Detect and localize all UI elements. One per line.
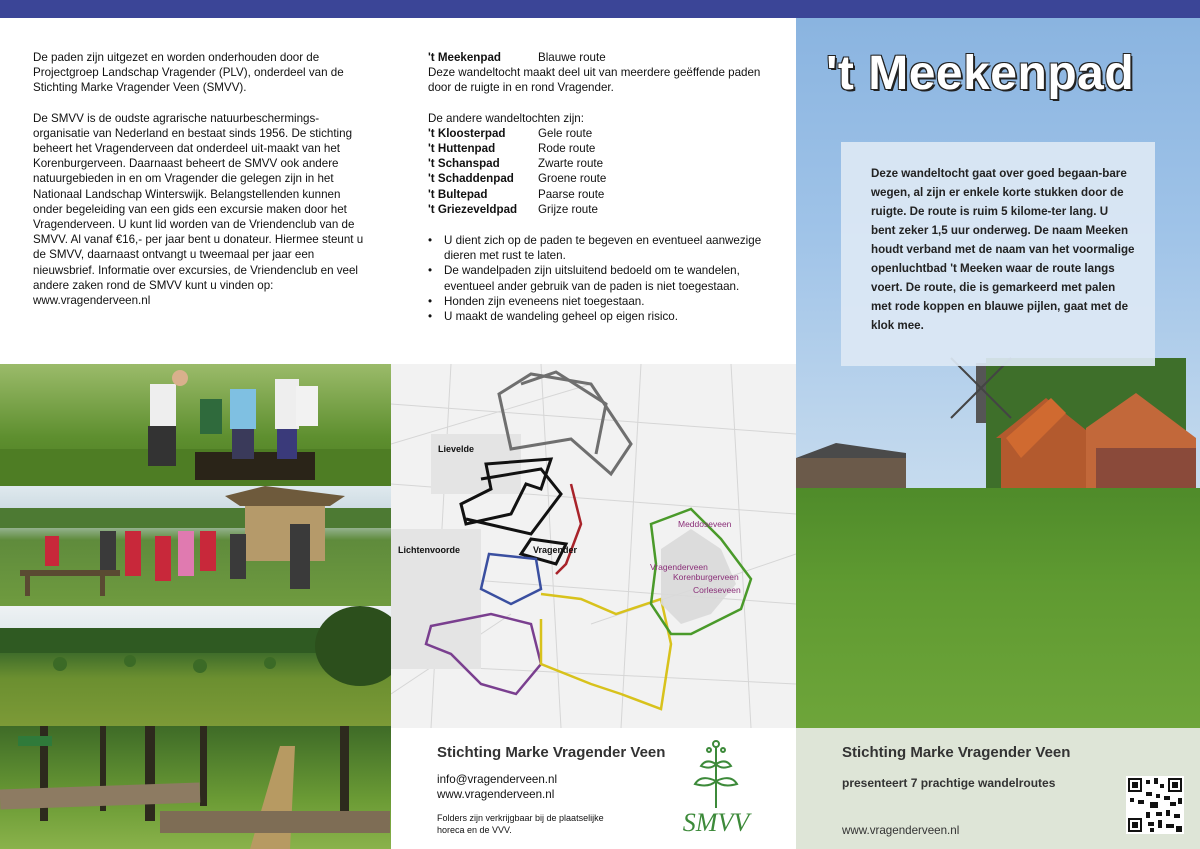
route-name: 't Schanspad [428, 157, 500, 171]
contact-details [437, 772, 557, 802]
intro-paragraph-2: De SMVV is de oudste agrarische natuurbeschermings-organisatie van Nederland en bestaat sinds 1956. De stichting beheert het Vragenderveen dat onderdeel uit-maakt van het Korenburgerveen. Daarnaast beheert de SMVV ook andere natuurgebieden in en om Vragender die gelegen zijn in het Nationaal Landschap Winterswijk. Belangstellenden kunnen onder begeleiding van een gids een excursie maken door het Vragenderveen. U kunt lid worden van de Vriendenclub van de SMVV. Al vanaf €16,- per jaar bent u donateur. Hiermee steunt u de SMVV, daarnaast ontvangt u tweemaal per jaar een nieuwsbrief. Informatie over excursies, de Vriendenclub en veel andere zaken rond de SMVV kunt u vinden op: www.vragenderveen.nl [33, 111, 364, 308]
top-color-bar [0, 0, 1200, 18]
route-color: Gele route [538, 126, 593, 140]
route-name: 't Griezeveldpad [428, 202, 518, 216]
route-row [428, 156, 773, 171]
contact-website[interactable]: www.vragenderveen.nl [437, 788, 555, 801]
rules-list [428, 233, 773, 324]
rule-item: • U maakt de wandeling geheel op eigen risico. [428, 309, 773, 324]
routes-column [428, 50, 773, 324]
footer-url[interactable]: www.vragenderveen.nl [842, 824, 960, 837]
route-map [391, 364, 796, 728]
footer-title: Stichting Marke Vragender Veen [842, 744, 1071, 761]
footer-subtitle: presenteert 7 prachtige wandelroutes [842, 776, 1056, 790]
route-name: 't Bultepad [428, 187, 488, 201]
logo-text: SMVV [682, 808, 750, 837]
rule-item: • Honden zijn eveneens niet toegestaan. [428, 294, 773, 309]
map-label-lievelde: Lievelde [438, 444, 475, 454]
map-area-corleseveen: Corleseveen [693, 585, 741, 595]
route-info-box: Deze wandeltocht gaat over goed begaan-bare wegen, al zijn er enkele korte stukken door de ruigte. De route is ruim 5 kilome-ter lang. U bent zeker 1,5 uur onderweg. De naam Meeken houdt verband met de naam van het voormalige openluchtbad 't Meeken waar de route langs voert. De route, die is gemarkeerd met palen met rode koppen en blauwe pijlen, gaat met de klok mee. [841, 142, 1155, 366]
route-name: 't Schaddenpad [428, 172, 514, 186]
main-route-row [428, 50, 773, 65]
intro-column [33, 50, 373, 308]
landscape-meadow [796, 488, 1200, 728]
map-label-lichtenvoorde: Lichtenvoorde [398, 545, 461, 555]
route-color: Zwarte route [538, 157, 604, 171]
map-label-vragender: Vragender [533, 545, 578, 555]
photo-peat-cutting [0, 364, 391, 486]
route-color: Groene route [538, 172, 607, 186]
smvv-logo-icon [671, 736, 761, 844]
contact-title: Stichting Marke Vragender Veen [437, 744, 666, 761]
route-row [428, 126, 773, 141]
map-area-vragenderveen: Vragenderveen [650, 562, 708, 572]
route-row [428, 141, 773, 156]
contact-block [391, 728, 796, 849]
route-color: Paarse route [538, 187, 605, 201]
route-color: Grijze route [538, 202, 598, 216]
qr-code-icon[interactable] [1126, 776, 1184, 834]
route-name: 't Huttenpad [428, 142, 496, 156]
other-routes-heading: De andere wandeltochten zijn: [428, 111, 584, 125]
route-row [428, 171, 773, 186]
main-route-color: Blauwe route [538, 51, 606, 64]
route-color: Rode route [538, 142, 596, 156]
routes-intro: Deze wandeltocht maakt deel uit van meerdere geëffende paden door de ruigte in en rond Vragender. [428, 66, 761, 95]
photo-excursion-group [0, 486, 391, 606]
rule-item: • U dient zich op de paden te begeven en eventueel aanwezige dieren met rust te laten. [428, 233, 773, 263]
photo-forest-path [0, 726, 391, 849]
map-area-korenburgerveen: Korenburgerveen [673, 572, 739, 582]
page-title: 't Meekenpad [826, 47, 1135, 100]
intro-paragraph-1: De paden zijn uitgezet en worden onderhouden door de Projectgroep Landschap Vragender (PLV), onderdeel van de Stichting Marke Vragender Veen (SMVV). [33, 51, 344, 95]
photo-heathland [0, 606, 391, 726]
route-name: 't Kloosterpad [428, 126, 506, 140]
rule-item: • De wandelpaden zijn uitsluitend bedoeld om te wandelen, eventueel ander gebruik van de paden is niet toegestaan. [428, 263, 773, 293]
contact-email[interactable]: info@vragenderveen.nl [437, 773, 558, 786]
route-row [428, 187, 773, 202]
map-area-meddoseveen: Meddoseveen [678, 519, 732, 529]
main-route-name: 't Meekenpad [428, 51, 501, 64]
folder-note: Folders zijn verkrijgbaar bij de plaatselijke horeca en de VVV. [437, 813, 604, 835]
route-row [428, 202, 773, 217]
